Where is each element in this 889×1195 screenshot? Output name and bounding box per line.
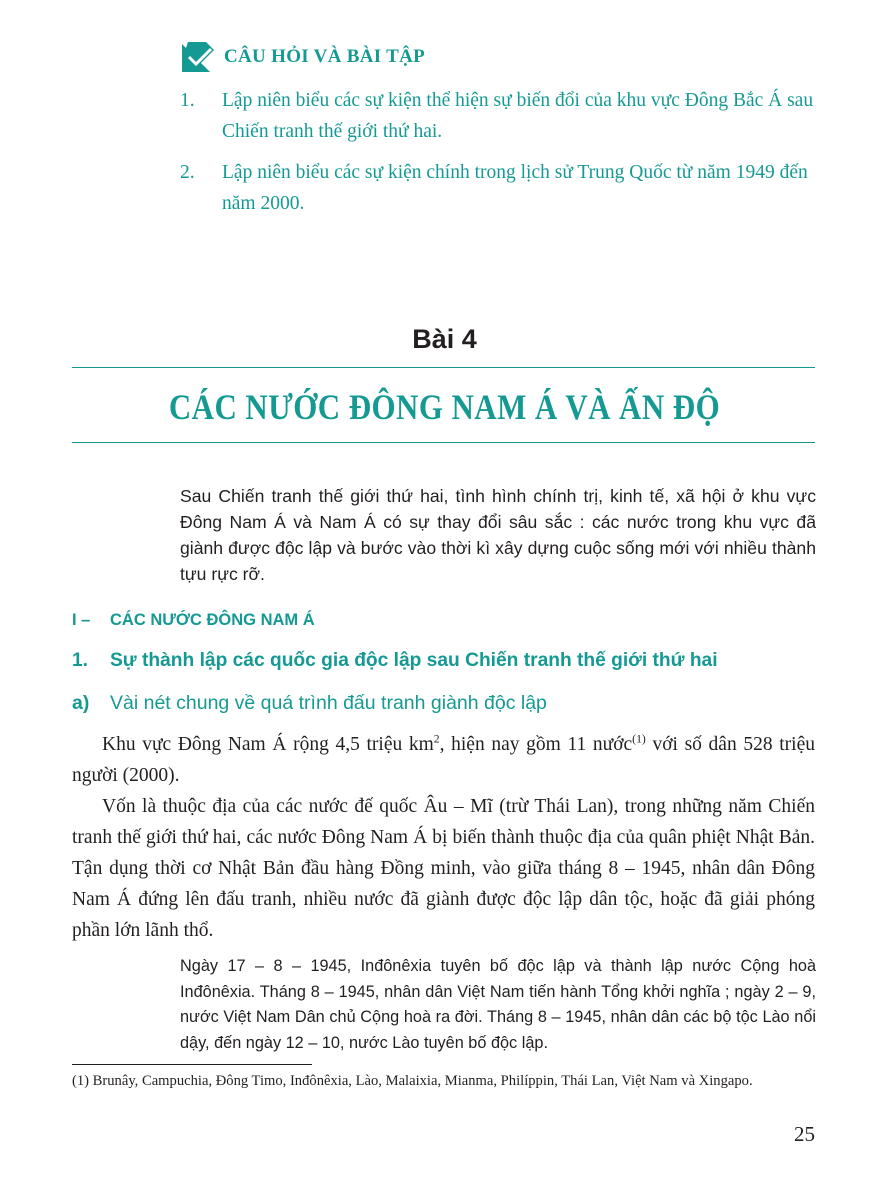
subsubsection-title: Vài nét chung về quá trình đấu tranh giành độc lập <box>110 692 547 714</box>
question-text: Lập niên biểu các sự kiện chính trong lịch sử Trung Quốc từ năm 1949 đến năm 2000. <box>222 162 808 214</box>
question-item <box>180 85 816 147</box>
history-note: Ngày 17 – 8 – 1945, Inđônêxia tuyên bố độc lập và thành lập nước Cộng hoà Inđônêxia. Tháng 8 – 1945, nhân dân Việt Nam tiến hành Tổng khởi nghĩa ; ngày 2 – 9, nước Việt Nam Dân chủ Cộng hoà ra đời. Tháng 8 – 1945, nhân dân các bộ tộc Lào nổi dậy, đến ngày 12 – 10, nước Lào tuyên bố độc lập. <box>180 957 816 1052</box>
subsection-title: Sự thành lập các quốc gia độc lập sau Chiến tranh thế giới thứ hai <box>110 650 718 671</box>
questions-header <box>180 40 425 74</box>
lesson-title: CÁC NƯỚC ĐÔNG NAM Á VÀ ẤN ĐỘ <box>168 387 721 427</box>
question-number: 2. <box>180 162 195 183</box>
section-title: CÁC NƯỚC ĐÔNG NAM Á <box>110 611 315 629</box>
title-rule-bottom <box>72 442 815 443</box>
paragraph-text: , hiện nay gồm 11 nước <box>439 734 633 755</box>
question-number: 1. <box>180 90 195 111</box>
section-heading <box>72 611 315 630</box>
title-rule-top <box>72 367 815 368</box>
question-text: Lập niên biểu các sự kiện thể hiện sự biến đổi của khu vực Đông Bắc Á sau Chiến tranh thế giới thứ hai. <box>222 90 814 142</box>
section-label: I – <box>72 611 91 629</box>
pencil-check-icon <box>180 40 214 74</box>
body-paragraph-1 <box>72 729 815 791</box>
subsection-label: 1. <box>72 650 89 671</box>
paragraph-text: với số dân 528 triệu người (2000). <box>72 734 815 786</box>
superscript: 2 <box>433 732 440 746</box>
page-number: 25 <box>794 1122 815 1146</box>
footnote-rule <box>72 1064 312 1065</box>
lesson-intro: Sau Chiến tranh thế giới thứ hai, tình hình chính trị, kinh tế, xã hội ở khu vực Đông Nam Á và Nam Á có sự thay đổi sâu sắc : các nước trong khu vực đã giành được độc lập và bước vào thời kì xây dựng cuộc sống mới với nhiều thành tựu rực rỡ. <box>180 486 816 584</box>
lesson-number: Bài 4 <box>412 324 477 354</box>
subsection-heading <box>72 650 718 672</box>
question-item <box>180 157 816 219</box>
footnote-ref[interactable]: (1) <box>632 732 646 746</box>
footnote: (1) Brunây, Campuchia, Đông Timo, Inđônêxia, Lào, Malaixia, Mianma, Philíppin, Thái Lan, Việt Nam và Xingapo. <box>72 1073 753 1089</box>
subsubsection-heading <box>72 692 547 715</box>
questions-heading: CÂU HỎI VÀ BÀI TẬP <box>224 46 426 67</box>
paragraph-text: Vốn là thuộc địa của các nước đế quốc Âu – Mĩ (trừ Thái Lan), trong những năm Chiến tranh thế giới thứ hai, các nước Đông Nam Á bị biến thành thuộc địa của quân phiệt Nhật Bản. Tận dụng thời cơ Nhật Bản đầu hàng Đồng minh, vào giữa tháng 8 – 1945, nhân dân Đông Nam Á đứng lên đấu tranh, nhiều nước đã giành được độc lập dân tộc, hoặc đã giải phóng phần lớn lãnh thổ. <box>72 796 815 941</box>
body-paragraph-2 <box>72 791 815 946</box>
paragraph-text: Khu vực Đông Nam Á rộng 4,5 triệu km <box>102 734 434 755</box>
subsubsection-label: a) <box>72 692 90 714</box>
